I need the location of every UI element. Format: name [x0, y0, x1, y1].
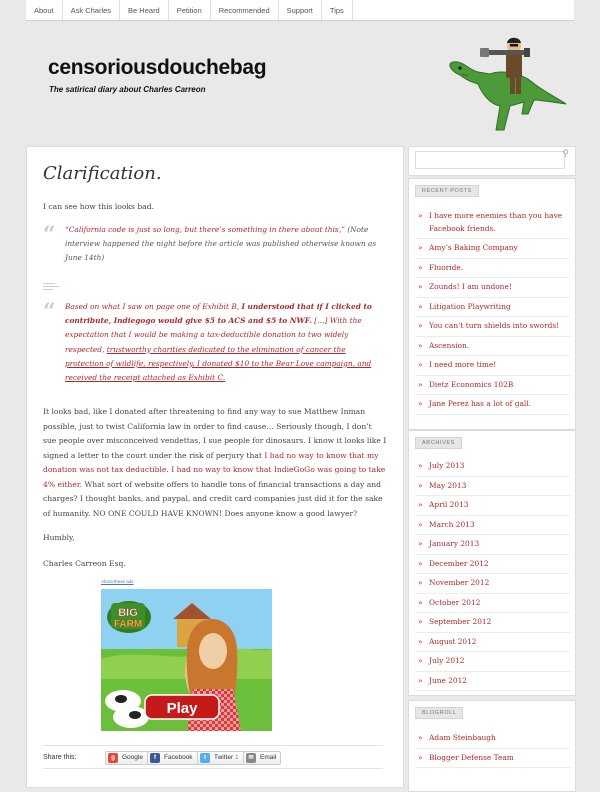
- quote2-middle: […] With the expectation that I would be making a tax-deductible donation to two widely respected,: [65, 316, 362, 354]
- recent-post-link[interactable]: » Litigation Playwriting: [415, 298, 571, 318]
- separator-mark-icon: [43, 283, 59, 290]
- blogroll-widget: [408, 700, 576, 792]
- archives-title: ARCHIVES: [415, 437, 462, 449]
- post-body: [43, 405, 387, 521]
- about-ads-link[interactable]: About these ads: [101, 579, 134, 584]
- recent-post-link[interactable]: » Jane Perez has a lot of gall.: [415, 395, 571, 415]
- archive-link[interactable]: » July 2012: [415, 652, 571, 672]
- twitter-icon: t: [200, 753, 210, 763]
- blogroll-list: [415, 729, 571, 768]
- nav-petition[interactable]: Petition: [169, 0, 211, 20]
- quote1-text: “California code is just so long, but there’s something in there about this,”: [65, 225, 345, 234]
- archive-link[interactable]: » October 2012: [415, 594, 571, 614]
- blockquote-1: [65, 223, 385, 266]
- nav-support[interactable]: Support: [279, 0, 322, 20]
- recent-post-link[interactable]: » You can’t turn shields into swords!: [415, 317, 571, 337]
- share-label: Share this:: [43, 754, 77, 761]
- quote2-link[interactable]: trustworthy charities dedicated to the elimination of cancer the protection of wildlife, respectively, I donated $10 to the Bear Love campaign, and received the receipt attached as Exhibit C.: [65, 344, 372, 383]
- recent-post-link[interactable]: » Ascension.: [415, 337, 571, 357]
- ad-logo-farm: FARM: [113, 619, 143, 630]
- share-facebook-button[interactable]: [147, 751, 198, 765]
- share-twitter-label: Twitter: [214, 754, 234, 761]
- archives-widget: [408, 430, 576, 696]
- quote-mark-icon: “: [43, 222, 56, 248]
- recent-post-link[interactable]: » I need more time!: [415, 356, 571, 376]
- archive-link[interactable]: » December 2012: [415, 555, 571, 575]
- post-title: Clarification.: [43, 163, 162, 184]
- archive-link[interactable]: » July 2013: [415, 457, 571, 477]
- archive-link[interactable]: » September 2012: [415, 613, 571, 633]
- quote1-note: (Note interview happened the night before the article was published otherwise known as June 14th): [65, 225, 377, 263]
- archive-link[interactable]: » March 2013: [415, 516, 571, 536]
- recent-post-link[interactable]: » Fluoride.: [415, 259, 571, 279]
- post-intro: I can see how this looks bad.: [43, 202, 155, 211]
- body-text-red: I had no way to know that my donation was not tax deductible. I had no way to know that IndieGoGo was going to take 4% either.: [43, 450, 386, 489]
- site-tagline: The satirical diary about Charles Carreon: [49, 85, 206, 94]
- archive-link[interactable]: » April 2013: [415, 496, 571, 516]
- quote-mark-icon: “: [43, 299, 56, 325]
- dinosaur-rider-mascot: [440, 30, 570, 140]
- blockquote-2: [65, 300, 385, 385]
- nav-recommended[interactable]: Recommended: [211, 0, 279, 20]
- recent-posts-widget: [408, 178, 576, 430]
- blogroll-link[interactable]: » Blogger Defense Team: [415, 749, 571, 769]
- share-email-button[interactable]: [243, 751, 281, 765]
- ad-graphic: [101, 589, 272, 731]
- archive-link[interactable]: » June 2012: [415, 672, 571, 692]
- share-bar: [43, 745, 383, 769]
- body-text-a: It looks bad, like I donated after threatening to find any way to sue Matthew Inman possible, just to twist California law in order to find cause… Seriously though, I don’t sue people over misconceived vendettas, I sue people for dinosaurs. I know it looks like I signed a letter to the court under the risk of perjury that: [43, 407, 387, 460]
- twitter-count: 1: [234, 754, 239, 761]
- quote2-bold: I understood that if I clicked to contribute, Indiegogo would give $5 to ACS and $5 to NWF.: [65, 302, 372, 326]
- search-input[interactable]: [415, 151, 565, 169]
- nav-about[interactable]: About: [26, 0, 63, 20]
- share-google-button[interactable]: [105, 751, 148, 765]
- google-icon: g: [108, 753, 118, 763]
- nav-tips[interactable]: Tips: [322, 0, 353, 20]
- body-text-b: What sort of website offers to handle tons of financial transactions a day and charges? I thought banks, and paypal, and credit card companies just did it for the sake of humanity. NO ONE COULD HAVE KNOWN! Does anyone know a good lawyer?: [43, 479, 383, 518]
- share-email-label: Email: [260, 754, 277, 761]
- email-icon: ✉: [246, 753, 256, 763]
- main-content: [26, 146, 404, 788]
- share-google-label: Google: [122, 754, 143, 761]
- quote2-lead: Based on what I saw on page one of Exhibit B,: [65, 302, 242, 311]
- share-facebook-label: Facebook: [164, 754, 193, 761]
- archive-link[interactable]: » August 2012: [415, 633, 571, 653]
- recent-post-link[interactable]: » Amy’s Baking Company: [415, 239, 571, 259]
- facebook-icon: f: [150, 753, 160, 763]
- blogroll-link[interactable]: » Adam Steinbaugh: [415, 729, 571, 749]
- post-signature: Charles Carreon Esq.: [43, 559, 126, 568]
- recent-post-link[interactable]: » Zounds! I am undone!: [415, 278, 571, 298]
- blogroll-title: BLOGROLL: [415, 707, 463, 719]
- archive-link[interactable]: » January 2013: [415, 535, 571, 555]
- archives-list: [415, 457, 571, 691]
- advertisement[interactable]: [101, 589, 272, 731]
- ad-logo-big: BIG: [118, 607, 138, 619]
- site-title[interactable]: censoriousdouchebag: [48, 56, 267, 79]
- recent-posts-title: RECENT POSTS: [415, 185, 479, 197]
- archive-link[interactable]: » May 2013: [415, 477, 571, 497]
- top-navigation: [26, 0, 574, 21]
- search-icon[interactable]: ⚲: [562, 149, 569, 159]
- share-twitter-button[interactable]: [197, 751, 244, 765]
- ad-play-button[interactable]: Play: [166, 700, 198, 717]
- search-widget: [408, 146, 576, 176]
- archive-link[interactable]: » November 2012: [415, 574, 571, 594]
- post-closing: Humbly,: [43, 533, 75, 542]
- nav-ask-charles[interactable]: Ask Charles: [63, 0, 120, 20]
- recent-post-link[interactable]: » I have more enemies than you have Facebook friends.: [415, 207, 571, 239]
- recent-posts-list: [415, 207, 571, 415]
- nav-be-heard[interactable]: Be Heard: [120, 0, 169, 20]
- recent-post-link[interactable]: » Dietz Economics 102B: [415, 376, 571, 396]
